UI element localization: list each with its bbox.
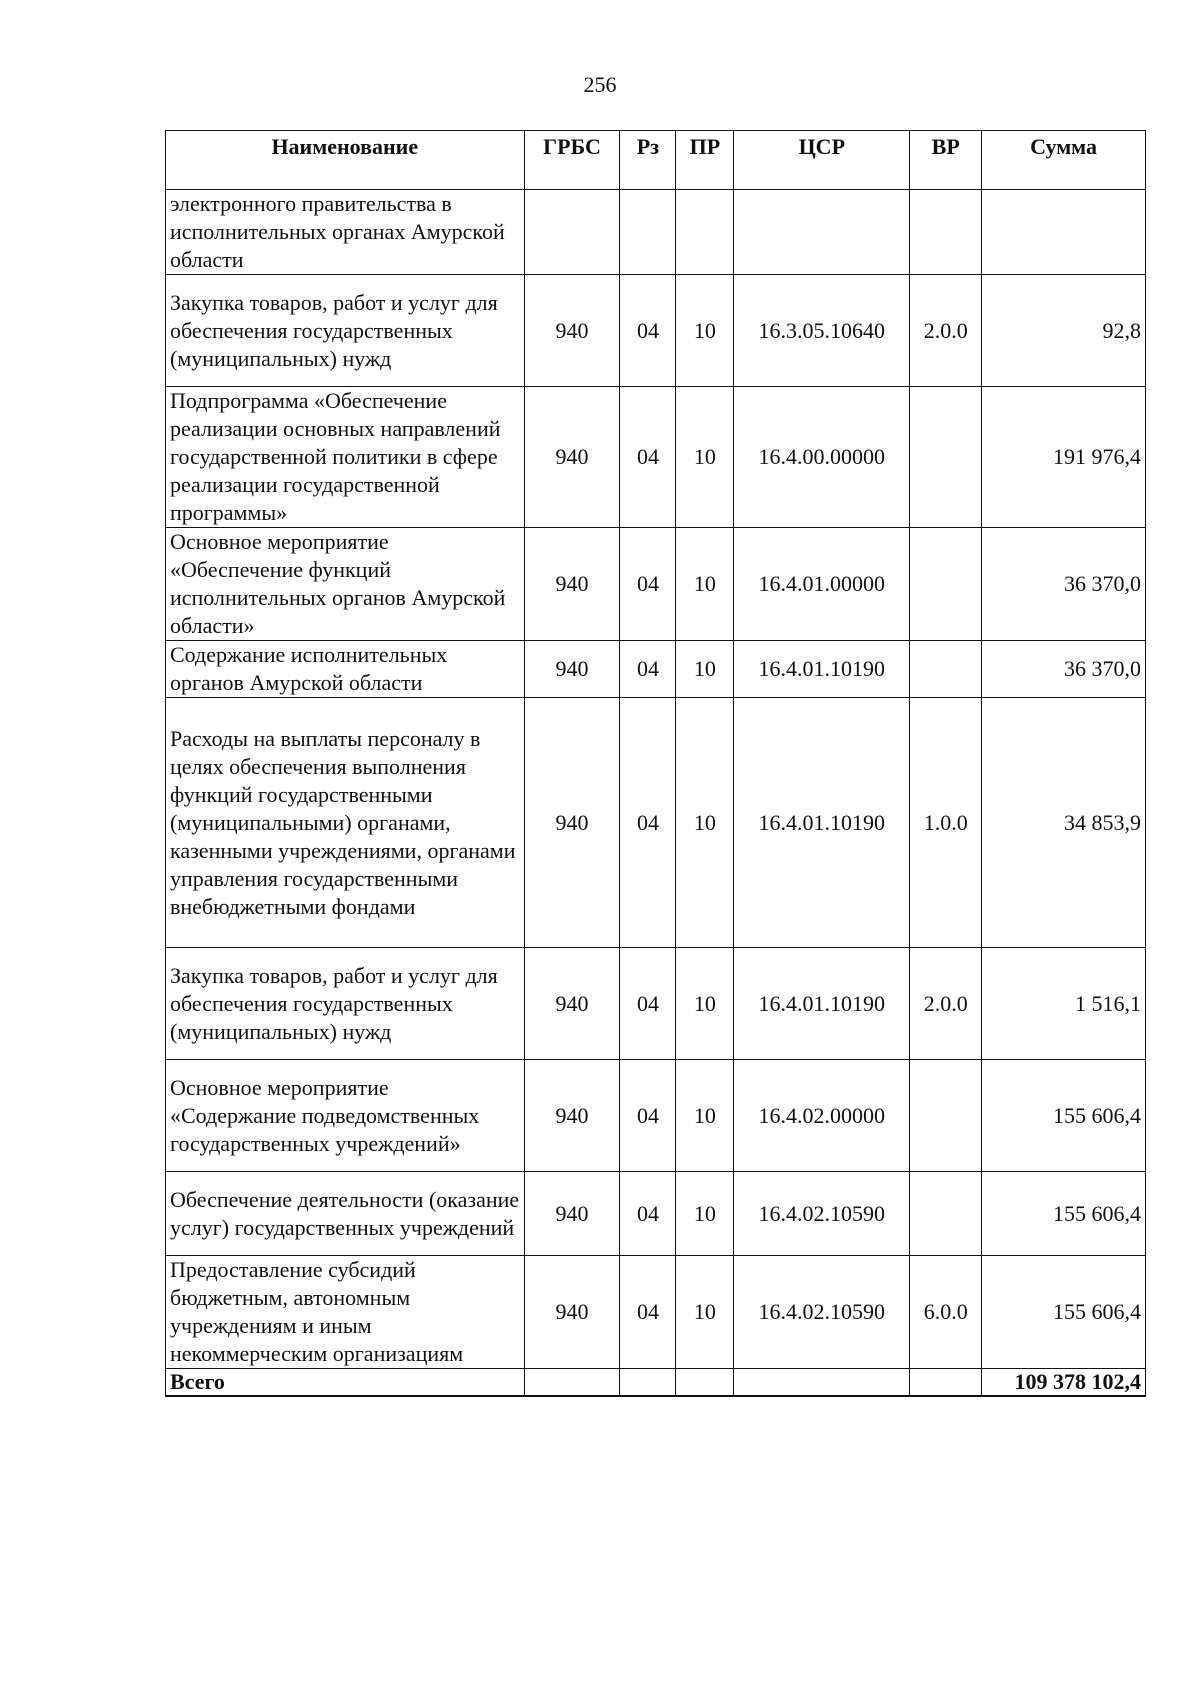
row-rz: 04 (620, 1060, 676, 1172)
page-number: 256 (583, 72, 617, 97)
row-pr: 10 (676, 1256, 734, 1369)
row-vr (910, 1060, 982, 1172)
header-name: Наименование (166, 131, 525, 190)
table-row (166, 387, 1146, 528)
row-pr: 10 (676, 275, 734, 387)
row-csr: 16.4.02.00000 (734, 1060, 910, 1172)
row-grbs: 940 (524, 698, 620, 948)
row-pr: 10 (676, 1172, 734, 1256)
total-empty-cell (910, 1369, 982, 1397)
total-sum: 109 378 102,4 (982, 1369, 1146, 1397)
row-vr (910, 190, 982, 275)
table-row (166, 1256, 1146, 1369)
total-label: Всего (166, 1369, 525, 1397)
total-empty-cell (734, 1369, 910, 1397)
row-vr: 6.0.0 (910, 1256, 982, 1369)
row-pr: 10 (676, 698, 734, 948)
header-csr: ЦСР (734, 131, 910, 190)
row-vr: 1.0.0 (910, 698, 982, 948)
total-empty-cell (620, 1369, 676, 1397)
row-csr (734, 190, 910, 275)
table-row (166, 641, 1146, 698)
row-rz: 04 (620, 948, 676, 1060)
row-sum: 155 606,4 (982, 1256, 1146, 1369)
row-name: Обеспечение деятельности (оказание услуг) государственных учреждений (166, 1172, 525, 1256)
row-grbs: 940 (524, 1172, 620, 1256)
row-vr (910, 387, 982, 528)
row-csr: 16.4.01.10190 (734, 948, 910, 1060)
row-rz: 04 (620, 1172, 676, 1256)
table-row (166, 1172, 1146, 1256)
row-csr: 16.4.00.00000 (734, 387, 910, 528)
row-csr: 16.4.01.10190 (734, 641, 910, 698)
row-csr: 16.4.01.00000 (734, 528, 910, 641)
header-vr: ВР (910, 131, 982, 190)
total-empty-cell (524, 1369, 620, 1397)
table-header-row (166, 131, 1146, 190)
row-rz: 04 (620, 698, 676, 948)
row-sum: 36 370,0 (982, 528, 1146, 641)
header-rz: Рз (620, 131, 676, 190)
row-name: Основное мероприятие «Содержание подведомственных государственных учреждений» (166, 1060, 525, 1172)
row-grbs: 940 (524, 275, 620, 387)
row-csr: 16.3.05.10640 (734, 275, 910, 387)
row-pr: 10 (676, 1060, 734, 1172)
row-csr: 16.4.02.10590 (734, 1172, 910, 1256)
row-grbs: 940 (524, 1060, 620, 1172)
table-row (166, 1060, 1146, 1172)
row-name: Подпрограмма «Обеспечение реализации основных направлений государственной политики в сфере реализации государственной программы» (166, 387, 525, 528)
row-sum: 155 606,4 (982, 1060, 1146, 1172)
row-name: Предоставление субсидий бюджетным, автономным учреждениям и иным некоммерческим организациям (166, 1256, 525, 1369)
table-row (166, 190, 1146, 275)
row-rz: 04 (620, 528, 676, 641)
row-csr: 16.4.02.10590 (734, 1256, 910, 1369)
row-rz: 04 (620, 275, 676, 387)
row-rz: 04 (620, 641, 676, 698)
row-pr (676, 190, 734, 275)
row-vr: 2.0.0 (910, 275, 982, 387)
row-pr: 10 (676, 641, 734, 698)
row-sum (982, 190, 1146, 275)
header-grbs: ГРБС (524, 131, 620, 190)
row-pr: 10 (676, 948, 734, 1060)
row-grbs: 940 (524, 1256, 620, 1369)
row-grbs (524, 190, 620, 275)
row-sum: 36 370,0 (982, 641, 1146, 698)
table-row (166, 528, 1146, 641)
header-sum: Сумма (982, 131, 1146, 190)
row-grbs: 940 (524, 948, 620, 1060)
table-row (166, 275, 1146, 387)
budget-table (165, 130, 1146, 1397)
header-pr: ПР (676, 131, 734, 190)
row-sum: 1 516,1 (982, 948, 1146, 1060)
row-name: Закупка товаров, работ и услуг для обеспечения государственных (муниципальных) нужд (166, 275, 525, 387)
row-vr: 2.0.0 (910, 948, 982, 1060)
row-sum: 191 976,4 (982, 387, 1146, 528)
row-name: Содержание исполнительных органов Амурской области (166, 641, 525, 698)
row-name: Основное мероприятие «Обеспечение функций исполнительных органов Амурской области» (166, 528, 525, 641)
table-row (166, 698, 1146, 948)
row-name: Закупка товаров, работ и услуг для обеспечения государственных (муниципальных) нужд (166, 948, 525, 1060)
row-sum: 34 853,9 (982, 698, 1146, 948)
row-grbs: 940 (524, 641, 620, 698)
row-pr: 10 (676, 528, 734, 641)
row-vr (910, 528, 982, 641)
row-name: Расходы на выплаты персоналу в целях обеспечения выполнения функций государственными (муниципальными) органами, казенными учреждениями, органами управления государственными внебюджетными фондами (166, 698, 525, 948)
row-rz: 04 (620, 1256, 676, 1369)
row-vr (910, 1172, 982, 1256)
row-grbs: 940 (524, 387, 620, 528)
row-rz: 04 (620, 387, 676, 528)
row-sum: 92,8 (982, 275, 1146, 387)
row-grbs: 940 (524, 528, 620, 641)
row-csr: 16.4.01.10190 (734, 698, 910, 948)
row-rz (620, 190, 676, 275)
table-row (166, 948, 1146, 1060)
row-vr (910, 641, 982, 698)
row-pr: 10 (676, 387, 734, 528)
row-name: электронного правительства в исполнительных органах Амурской области (166, 190, 525, 275)
total-empty-cell (676, 1369, 734, 1397)
row-sum: 155 606,4 (982, 1172, 1146, 1256)
total-row (166, 1369, 1146, 1397)
